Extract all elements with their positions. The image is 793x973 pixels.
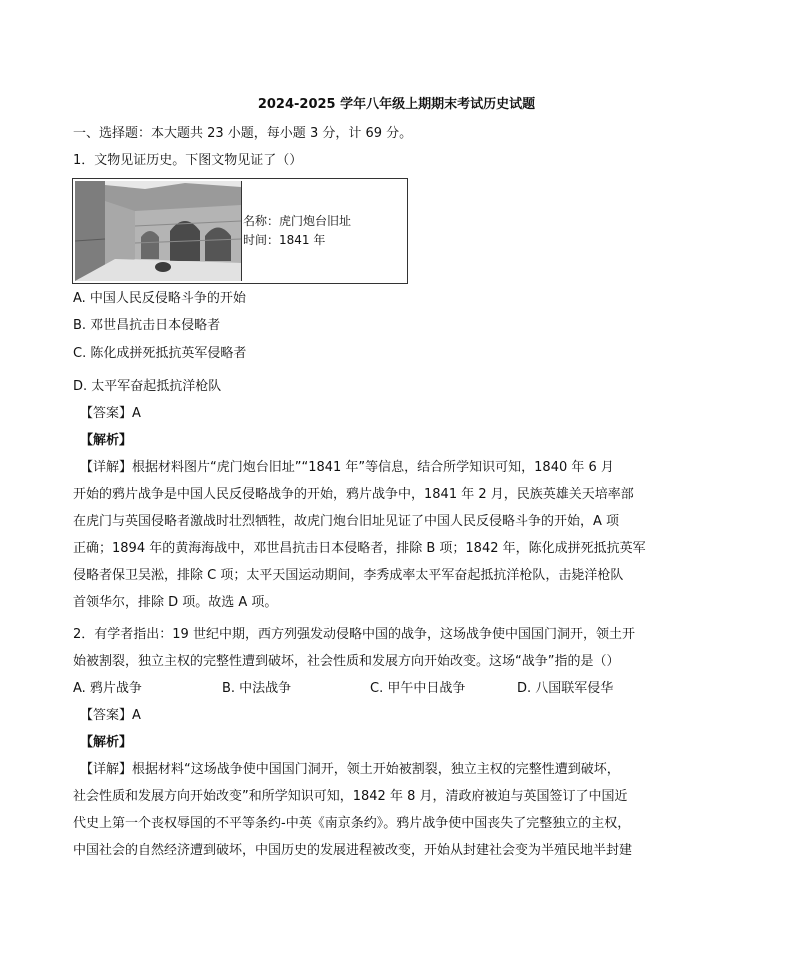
q1-option-a: A. 中国人民反侵略斗争的开始 [73, 291, 246, 306]
document-title: 2024-2025 学年八年级上期期末考试历史试题 [257, 97, 536, 112]
q2-detail-line: 代史上第一个丧权辱国的不平等条约-中英《南京条约》。鸦片战争使中国丧失了完整独立的主权， [73, 816, 631, 831]
q1-option-d: D. 太平军奋起抵抗洋枪队 [73, 379, 222, 394]
q2-analysis-label: 【解析】 [80, 735, 133, 750]
q2-detail-line: 社会性质和发展方向开始改变”和所学知识可知，1842 年 8 月，清政府被迫与英国签订了中国近 [73, 789, 628, 804]
artifact-figure [72, 178, 408, 284]
q2-detail-line: 中国社会的自然经济遭到破坏，中国历史的发展进程被改变，开始从封建社会变为半殖民地半封建 [73, 843, 633, 858]
q2-option-b: B. 中法战争 [222, 681, 292, 696]
q1-analysis-label: 【解析】 [80, 433, 133, 448]
humen-fort-photo [75, 181, 242, 281]
q2-option-d: D. 八国联军侵华 [517, 681, 614, 696]
q1-detail-line: 侵略者保卫吴淞，排除 C 项；太平天国运动期间，李秀成率太平军奋起抵抗洋枪队，击毙洋枪队 [73, 568, 624, 583]
q1-detail-line: 开始的鸦片战争是中国人民反侵略战争的开始，鸦片战争中，1841 年 2 月，民族英雄关天培率部 [73, 487, 634, 502]
q1-detail-line: 在虎门与英国侵略者激战时壮烈牺牲，故虎门炮台旧址见证了中国人民反侵略斗争的开始，A 项 [73, 514, 620, 529]
q1-detail-line: 正确；1894 年的黄海海战中，邓世昌抗击日本侵略者，排除 B 项；1842 年，陈化成拼死抵抗英军 [73, 541, 646, 556]
q2-detail-line: 【详解】根据材料“这场战争使中国国门洞开，领土开始被割裂，独立主权的完整性遭到破坏， [80, 762, 620, 777]
question-1-stem: 1．文物见证历史。下图文物见证了（） [73, 153, 303, 168]
q2-option-a: A. 鸦片战争 [73, 681, 142, 696]
q1-option-c: C. 陈化成拼死抵抗英军侵略者 [73, 346, 247, 361]
figure-time: 时间：1841 年 [243, 233, 326, 247]
q1-detail-line: 【详解】根据材料图片“虎门炮台旧址”“1841 年”等信息，结合所学知识可知，1840 年 6 月 [80, 460, 614, 475]
q1-detail-line: 首领华尔，排除 D 项。故选 A 项。 [73, 595, 278, 610]
q1-answer: 【答案】A [80, 406, 141, 421]
q2-option-c: C. 甲午中日战争 [370, 681, 466, 696]
q2-answer: 【答案】A [80, 708, 141, 723]
question-2-stem: 2．有学者指出：19 世纪中期，西方列强发动侵略中国的战争，这场战争使中国国门洞开，领土开 [73, 627, 635, 642]
question-2-stem: 始被割裂，独立主权的完整性遭到破坏，社会性质和发展方向开始改变。这场“战争”指的是（） [73, 654, 620, 669]
q1-option-b: B. 邓世昌抗击日本侵略者 [73, 318, 221, 333]
figure-name: 名称：虎门炮台旧址 [243, 214, 352, 228]
section-heading: 一、选择题：本大题共 23 小题，每小题 3 分，计 69 分。 [73, 126, 413, 141]
